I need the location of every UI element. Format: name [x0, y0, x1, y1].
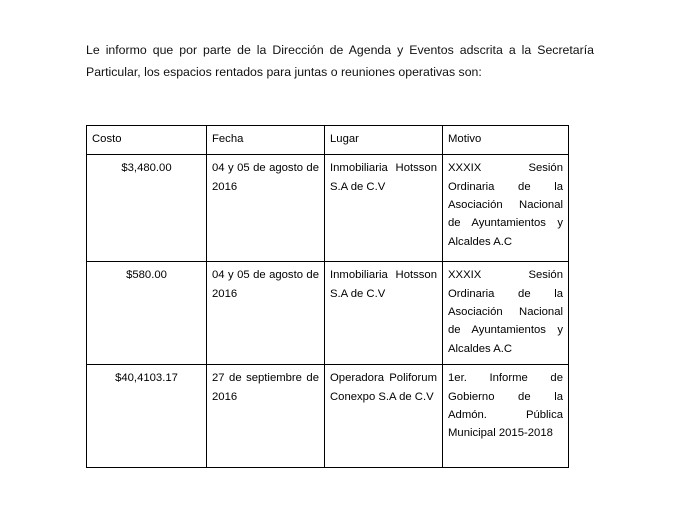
cell-costo: $580.00	[87, 262, 207, 365]
intro-paragraph: Le informo que por parte de la Dirección de Agenda y Eventos adscrita a la Secretaría Particular, los espacios rentados para juntas o reuniones operativas son:	[86, 43, 594, 79]
cell-fecha: 04 y 05 de agosto de 2016	[207, 155, 325, 262]
table-body	[87, 155, 569, 468]
column-header-fecha: Fecha	[207, 126, 325, 155]
column-header-costo: Costo	[87, 126, 207, 155]
table-header	[87, 126, 569, 155]
table-row	[87, 155, 569, 262]
table-header-row	[87, 126, 569, 155]
cell-fecha: 27 de septiembre de 2016	[207, 365, 325, 468]
expenses-table	[86, 125, 569, 468]
cell-motivo: XXXIX Sesión Ordinaria de la Asociación Nacional de Ayuntamientos y Alcaldes A.C	[443, 155, 569, 262]
table-container	[86, 125, 568, 468]
table-row	[87, 365, 569, 468]
cell-fecha: 04 y 05 de agosto de 2016	[207, 262, 325, 365]
cell-lugar: Operadora Poliforum Conexpo S.A de C.V	[325, 365, 443, 468]
column-header-lugar: Lugar	[325, 126, 443, 155]
cell-motivo: XXXIX Sesión Ordinaria de la Asociación Nacional de Ayuntamientos y Alcaldes A.C	[443, 262, 569, 365]
cell-motivo: 1er. Informe de Gobierno de la Admón. Pública Municipal 2015-2018	[443, 365, 569, 468]
table-row	[87, 262, 569, 365]
column-header-motivo: Motivo	[443, 126, 569, 155]
cell-costo: $40,4103.17	[87, 365, 207, 468]
cell-costo: $3,480.00	[87, 155, 207, 262]
intro-paragraph-block	[86, 40, 594, 83]
cell-lugar: Inmobiliaria Hotsson S.A de C.V	[325, 262, 443, 365]
cell-lugar: Inmobiliaria Hotsson S.A de C.V	[325, 155, 443, 262]
